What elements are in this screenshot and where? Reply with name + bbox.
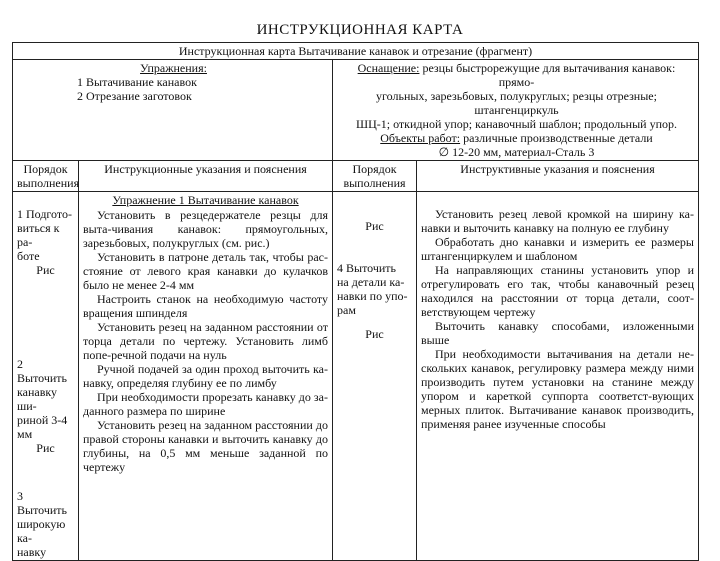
instruction-paragraph: Установить в резцедержателе резцы для выта-чивания канавок: прямоугольных, зарезьбовых, полукруглых (см. рис.) xyxy=(83,208,328,250)
figure-ref: Рис xyxy=(365,219,384,233)
objects-label: Объекты работ: xyxy=(380,131,461,145)
figure-ref: Рис xyxy=(36,263,55,277)
step-line: навки по упо- xyxy=(337,289,408,303)
instruction-paragraph: Установить в патроне деталь так, чтобы рас-стояние от левого края канавки до кулачков было не менее 2-4 мм xyxy=(83,250,328,292)
workpiece-size: ∅ 12-20 мм, материал-Сталь 3 xyxy=(438,145,595,159)
column-header-row xyxy=(13,161,699,192)
equipment-label: Оснащение: xyxy=(357,61,420,75)
instruction-paragraph: Установить резец на заданном расстоянии от торца детали по чертежу. Установить лимб попе-речной подачи на нуль xyxy=(83,320,328,362)
subtitle-row xyxy=(13,43,699,60)
instructions-right xyxy=(417,192,699,561)
step-line: 4 Выточить xyxy=(337,261,397,275)
instruction-paragraph: Обработать дно канавки и измерить ее размеры штангенциркулем и шаблоном xyxy=(421,235,694,263)
step-line: 1 Подгото- xyxy=(17,207,72,221)
exercise-1-title: Упражнение 1 Вытачивание канавок xyxy=(112,193,299,207)
card-subtitle: Инструкционная карта Вытачивание канавок и отрезание (фрагмент) xyxy=(13,43,699,60)
step-line: боте xyxy=(17,249,40,263)
step-line: на детали ка- xyxy=(337,275,405,289)
page-title: ИНСТРУКЦИОННАЯ КАРТА xyxy=(256,22,464,38)
exercises-heading: Упражнения: xyxy=(140,61,207,75)
body-row xyxy=(13,192,699,561)
instructions-left xyxy=(79,192,333,561)
col-header-instructions-left: Инструкционные указания и пояснения xyxy=(79,161,333,192)
instruction-paragraph: При необходимости прорезать канавку до за-данного размера по ширине xyxy=(83,390,328,418)
instruction-paragraph: Настроить станок на необходимую частоту вращения шпинделя xyxy=(83,292,328,320)
instruction-table xyxy=(12,42,699,561)
col-header-order-right: Порядок выполнения xyxy=(333,161,417,192)
step-line: 3 Выточить xyxy=(17,489,68,517)
order-steps-left xyxy=(13,192,79,561)
instruction-paragraph: При необходимости вытачивания на детали не-скольких канавок, регулировку размера между ними производить путем установки на станине между упором и кареткой суппорта соответст-вующих мерных плиток. Вытачивание канавок производить, применяя ранее изученные способы xyxy=(421,347,694,431)
instruction-paragraph: Выточить канавку способами, изложенными выше xyxy=(421,319,694,347)
step-line: канавку ши- xyxy=(17,385,58,413)
equipment-line-2: угольных, зарезьбовых, полукруглых; резцы отрезные; штангенциркуль xyxy=(376,89,657,117)
exercise-item-1: 1 Вытачивание канавок xyxy=(77,75,197,89)
instruction-paragraph: Ручной подачей за один проход выточить ка-навку, определяя глубину ее по лимбу xyxy=(83,362,328,390)
col-header-order-left: Порядок выполнения xyxy=(13,161,79,192)
instruction-paragraph: Установить резец на заданном расстоянии до правой стороны канавки и выточить канавку до глубины, на 0,5 мм меньше заданной по чертежу xyxy=(83,418,328,474)
step-line: широкую ка- xyxy=(17,517,66,545)
step-line: риной 3-4 мм xyxy=(17,413,68,441)
order-steps-right xyxy=(333,192,417,561)
exercises-equipment-row xyxy=(13,60,699,161)
step-line: рам xyxy=(337,303,356,317)
exercise-item-2: 2 Отрезание заготовок xyxy=(77,89,192,103)
objects-text: различные производственные детали xyxy=(463,131,653,145)
step-line: навку xyxy=(17,545,47,559)
col-header-instructions-right: Инструктивные указания и пояснения xyxy=(417,161,699,192)
equipment-line-3: ШЦ-1; откидной упор; канавочный шаблон; продольный упор. xyxy=(355,117,677,131)
instruction-paragraph: На направляющих станины установить упор и отрегулировать его так, чтобы канавочный резец находился на расстоянии от торца детали, соот-ветствующем чертежу xyxy=(421,263,694,319)
figure-ref: Рис xyxy=(36,441,55,455)
figure-ref: Рис xyxy=(365,327,384,341)
step-line: 2 Выточить xyxy=(17,357,68,385)
exercises-cell xyxy=(13,60,333,161)
equipment-cell xyxy=(333,60,699,161)
instruction-paragraph: Установить резец левой кромкой на ширину ка-навки и выточить канавку на полную ее глубину xyxy=(421,207,694,235)
step-line: виться к ра- xyxy=(17,221,60,249)
equipment-line-1: резцы быстрорежущие для вытачивания канавок: прямо- xyxy=(422,61,676,89)
